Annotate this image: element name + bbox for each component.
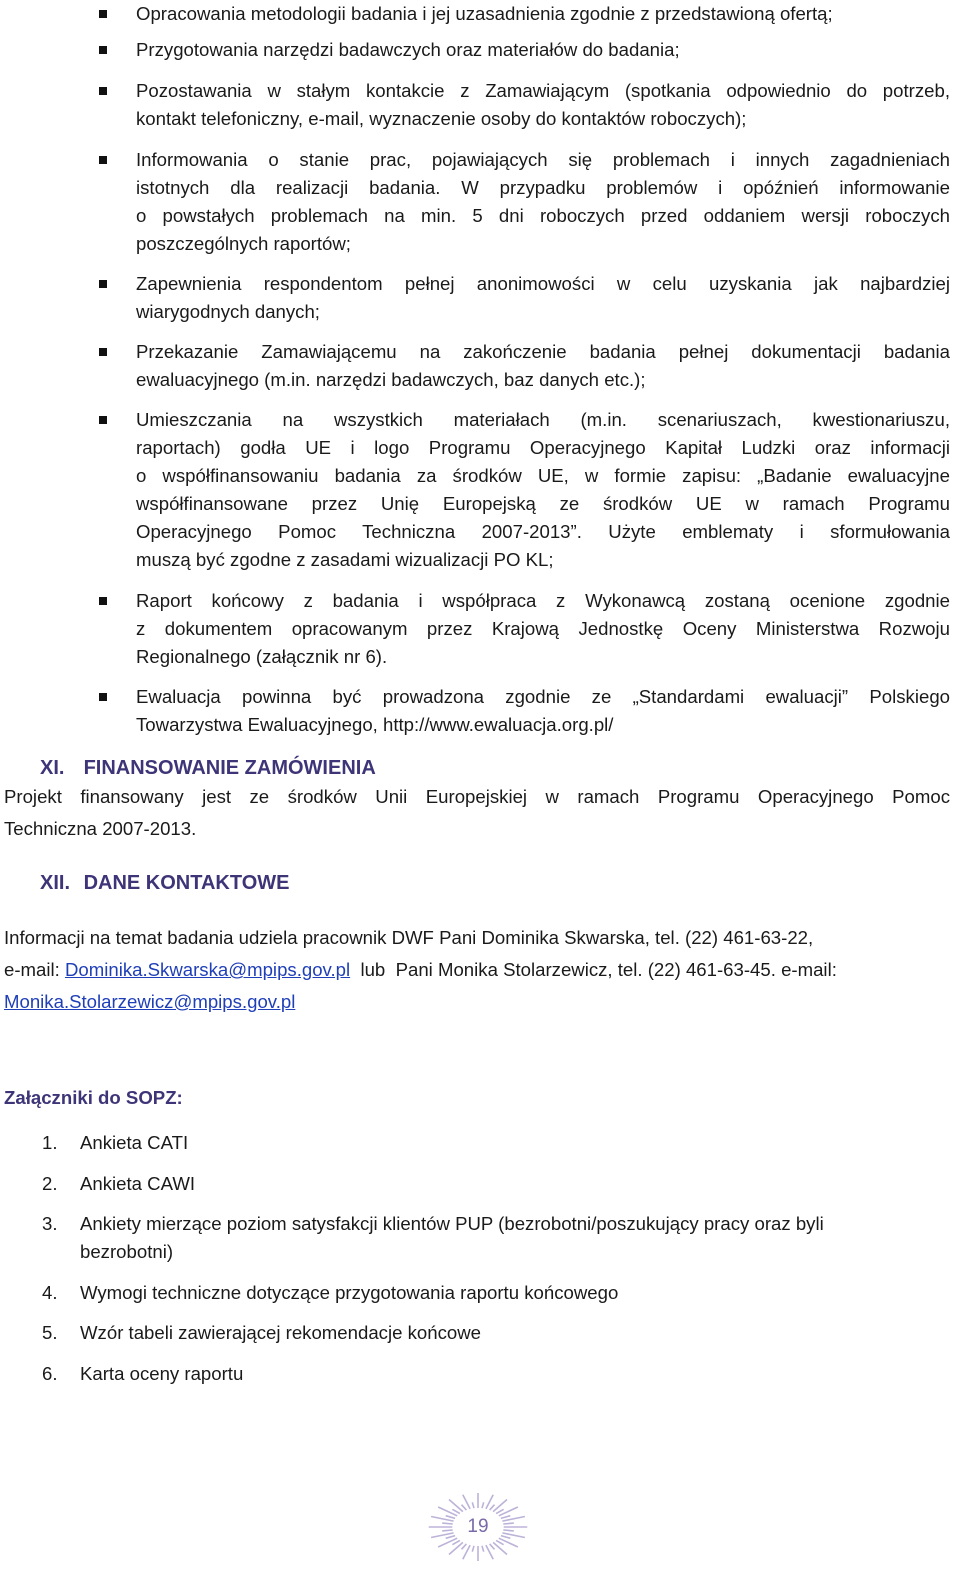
list-item <box>136 270 950 326</box>
list-item-line: Ewaluacja powinna być prowadzona zgodnie ze „Standardami ewaluacji” Polskiego <box>136 686 950 707</box>
paragraph-line: Techniczna 2007-2013. <box>4 818 197 839</box>
list-item-line: z dokumentem opracowanym przez Krajową Jednostkę Oceny Ministerstwa Rozwoju <box>136 618 950 639</box>
list-item-line: muszą być zgodne z zasadami wizualizacji PO KL; <box>136 549 554 570</box>
section-title: FINANSOWANIE ZAMÓWIENIA <box>83 757 376 779</box>
list-item-line: istotnych dla realizacji badania. W przypadku problemów i opóźnień informowanie <box>136 177 950 198</box>
attachments-heading: Załączniki do SOPZ: <box>4 1087 183 1108</box>
section-number: XII. <box>40 872 71 894</box>
list-item-line: Operacyjnego Pomoc Techniczna 2007-2013”. Użyte emblematy i sformułowania <box>136 521 950 542</box>
list-item-line: Umieszczania na wszystkich materiałach (m.in. scenariuszach, kwestionariuszu, <box>136 409 950 430</box>
attachment-title: Wzór tabeli zawierającej rekomendacje końcowe <box>80 1322 481 1343</box>
section-number: XI. <box>40 757 65 779</box>
attachment-number: 3. <box>42 1213 58 1234</box>
list-item-line: Regionalnego (załącznik nr 6). <box>136 646 388 667</box>
list-item-line: ewaluacyjnego (m.in. narzędzi badawczych, baz danych etc.); <box>136 369 646 390</box>
list-item <box>136 683 950 739</box>
list-item <box>136 146 950 258</box>
attachment-item <box>42 1170 950 1198</box>
attachment-number: 5. <box>42 1322 58 1343</box>
list-item-line: Informowania o stanie prac, pojawiających się problemach i innych zagadnieniach <box>136 149 950 170</box>
list-item-line: kontakt telefoniczny, e-mail, wyznaczenie osoby do kontaktów roboczych); <box>136 108 747 129</box>
attachment-number: 1. <box>42 1132 58 1153</box>
list-item-line: wiarygodnych danych; <box>136 301 320 322</box>
list-item-line: poszczególnych raportów; <box>136 233 351 254</box>
section-title: DANE KONTAKTOWE <box>83 872 290 894</box>
section-heading-financing <box>40 754 376 782</box>
list-item-line: o powstałych problemach na min. 5 dni roboczych przed oddaniem wersji roboczych <box>136 205 950 226</box>
attachment-item <box>42 1210 950 1266</box>
paragraph-line <box>4 954 950 986</box>
list-item-line: współfinansowane przez Unię Europejską ze środków UE w ramach Programu <box>136 493 950 514</box>
list-item-line: Przekazanie Zamawiającemu na zakończenie badania pełnej dokumentacji badania <box>136 341 950 362</box>
attachment-title: bezrobotni) <box>80 1241 174 1262</box>
attachment-title: Ankieta CATI <box>80 1132 189 1153</box>
list-item <box>136 338 950 394</box>
attachment-number: 4. <box>42 1282 58 1303</box>
list-item-line: Opracowania metodologii badania i jej uzasadnienia zgodnie z przedstawioną ofertą; <box>136 3 833 24</box>
list-item <box>136 36 950 64</box>
email-label: e-mail: <box>4 959 65 980</box>
attachment-item <box>42 1360 950 1388</box>
paragraph-line <box>4 986 950 1018</box>
paragraph-line: Informacji na temat badania udziela pracownik DWF Pani Dominika Skwarska, tel. (22) 461-63-22, <box>4 927 814 948</box>
list-item <box>136 77 950 133</box>
email-link-stolarzewicz[interactable]: Monika.Stolarzewicz@mpips.gov.pl <box>4 991 296 1012</box>
list-item-line: o współfinansowaniu badania za środków UE, w formie zapisu: „Badanie ewaluacyjne <box>136 465 950 486</box>
list-item-line: Pozostawania w stałym kontakcie z Zamawiającym (spotkania odpowiednio do potrzeb, <box>136 80 950 101</box>
contact-paragraph <box>4 922 950 1018</box>
attachment-title: Ankieta CAWI <box>80 1173 196 1194</box>
attachment-title: Karta oceny raportu <box>80 1363 244 1384</box>
paragraph-line: Projekt finansowany jest ze środków Unii Europejskiej w ramach Programu Operacyjnego Pomoc <box>4 786 950 807</box>
attachment-item <box>42 1279 950 1307</box>
contact-text: lub Pani Monika Stolarzewicz, tel. (22) 461-63-45. e-mail: <box>350 959 837 980</box>
list-item-line: raportach) godła UE i logo Programu Operacyjnego Kapitał Ludzki oraz informacji <box>136 437 950 458</box>
list-item <box>136 406 950 574</box>
list-item-line: Towarzystwa Ewaluacyjnego, http://www.ewaluacja.org.pl/ <box>136 714 614 735</box>
list-item <box>136 587 950 671</box>
attachment-number: 6. <box>42 1363 58 1384</box>
attachment-title: Ankiety mierzące poziom satysfakcji klientów PUP (bezrobotni/poszukujący pracy oraz byli <box>80 1213 824 1234</box>
page-number-badge <box>426 1490 530 1564</box>
attachment-item <box>42 1319 950 1347</box>
email-link-skwarska[interactable]: Dominika.Skwarska@mpips.gov.pl <box>64 959 351 980</box>
page-number: 19 <box>467 1516 489 1537</box>
list-item-line: Przygotowania narzędzi badawczych oraz materiałów do badania; <box>136 39 680 60</box>
list-item-line: Zapewnienia respondentom pełnej anonimowości w celu uzyskania jak najbardziej <box>136 273 950 294</box>
list-item <box>136 0 950 28</box>
list-item-line: Raport końcowy z badania i współpraca z Wykonawcą zostaną ocenione zgodnie <box>136 590 950 611</box>
attachment-item <box>42 1129 950 1157</box>
attachment-number: 2. <box>42 1173 58 1194</box>
section-heading-contact <box>40 869 289 897</box>
financing-paragraph <box>4 781 950 845</box>
attachment-title: Wymogi techniczne dotyczące przygotowania raportu końcowego <box>80 1282 619 1303</box>
